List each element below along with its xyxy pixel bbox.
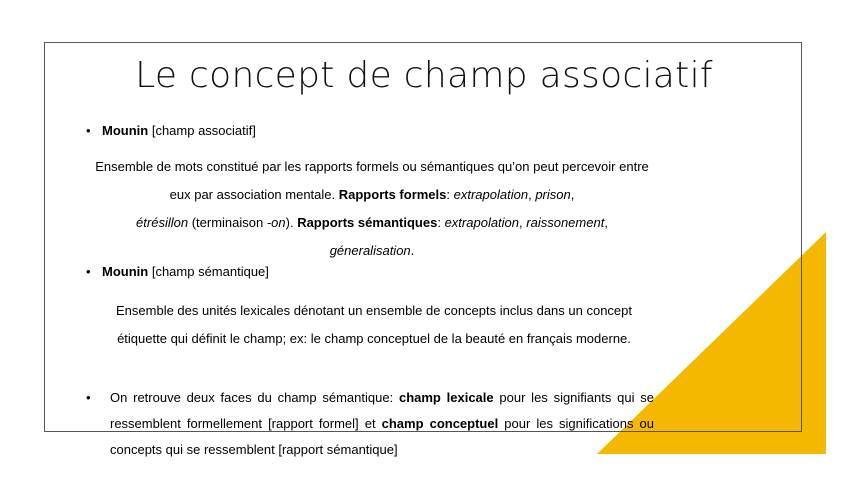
term-mounin: Mounin [102,123,149,138]
text-fragment: pour les signifiants qui se ressemblent formellement [rapport formel] et [110,390,654,431]
rapports-semantiques-label: Rapports sémantiques [297,215,438,230]
note-text: ). [285,215,298,230]
definition-text: Ensemble de mots constitué par les rapports formels ou sémantiques qu’on peut percevoir entre eux par association mentale. [95,159,649,202]
bullet-label: [champ sémantique] [148,264,269,279]
separator: , [604,215,608,230]
champ-lexicale-term: champ lexicale [398,390,494,405]
separator: : [446,187,454,202]
bullet-deux-faces-text [110,385,654,463]
text-fragment: pour les significations ou concepts qui se ressemblent [rapport sémantique] [110,416,654,457]
definition-associatif [92,153,652,265]
bullet-mounin-semantique [86,264,269,279]
separator: , [528,187,536,202]
example-word: extrapolation [453,187,529,202]
bullet-deux-faces [86,385,654,463]
term-mounin: Mounin [102,264,149,279]
example-word: extrapolation [444,215,520,230]
definition-semantique: Ensemble des unités lexicales dénotant un ensemble de concepts inclus dans un concept étiquette qui définit le champ; ex: le champ conceptuel de la beauté en français moderne. [116,303,632,346]
rapports-formels-label: Rapports formels [338,187,447,202]
separator: , [570,187,575,202]
separator: . [410,243,415,258]
bullet-mounin-associatif [86,123,256,138]
champ-conceptuel-term: champ conceptuel [381,416,499,431]
bullet-dot: • [86,390,91,405]
bullet-label: [champ associatif] [148,123,256,138]
bullet-dot: • [86,123,91,138]
ending-text: -on [266,215,286,230]
separator: , [519,215,527,230]
note-text: (terminaison [188,215,267,230]
example-word: prison [535,187,571,202]
bullet-dot: • [86,264,91,279]
example-word: raissonement [526,215,605,230]
example-word: géneralisation [329,243,411,258]
separator: : [437,215,445,230]
example-word: étrésillon [136,215,189,230]
text-fragment: On retrouve deux faces du champ sémantique: [110,390,399,405]
slide-title: Le concept de champ associatif [135,55,713,96]
